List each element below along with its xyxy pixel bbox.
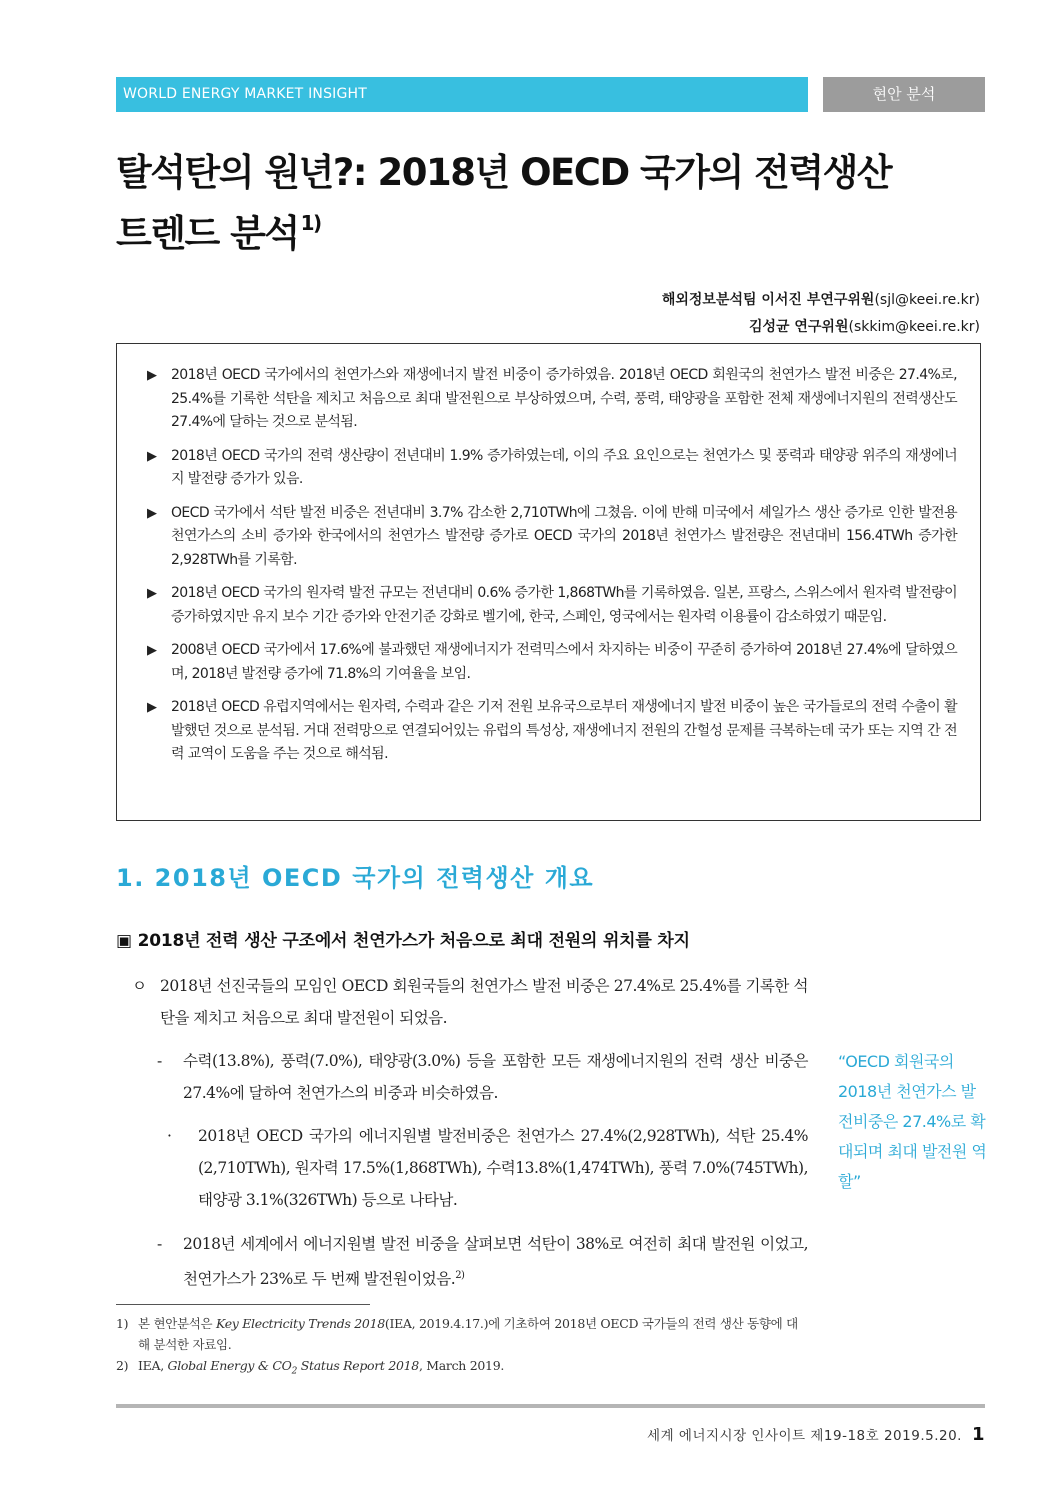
summary-item — [145, 582, 957, 629]
footnote-2-post: , March 2019. — [418, 1358, 505, 1373]
article-title — [116, 148, 996, 259]
header-banner: WORLD ENERGY MARKET INSIGHT — [116, 77, 808, 112]
title-footnote-ref[interactable]: 1) — [300, 211, 321, 235]
title-line-2-text: 트렌드 분석 — [116, 212, 299, 255]
summary-text: 2018년 OECD 국가의 전력 생산량이 전년대비 1.9% 증가하였는데, 이의 주요 요인으로는 천연가스 및 풍력과 태양광 위주의 재생에너지 발전량 증가가 있음. — [171, 447, 957, 487]
footnote-2-pre: IEA, — [138, 1358, 168, 1373]
footnote-divider — [116, 1304, 370, 1305]
summary-text: OECD 국가에서 석탄 발전 비중은 전년대비 3.7% 감소한 2,710TWh에 그쳤음. 이에 반해 미국에서 셰일가스 생산 증가로 인한 발전용 천연가스의 소비 증가와 한국에서의 천연가스 발전량 증가로 OECD 국가의 2018년 천연가스 발전량은 전년대비 156.4TWh 증가한 2,928TWh를 기록함. — [171, 504, 957, 568]
summary-item — [145, 639, 957, 686]
footer-text: 세계 에너지시장 인사이트 제19-18호 2019.5.20. — [647, 1428, 962, 1444]
footnotes — [116, 1313, 808, 1383]
summary-item — [145, 364, 957, 435]
triangle-bullet-icon: ▶ — [147, 448, 157, 464]
summary-item — [145, 502, 957, 573]
sub-heading-text: 2018년 전력 생산 구조에서 천연가스가 처음으로 최대 전원의 위치를 차지 — [137, 931, 690, 951]
circle-bullet-icon: ㅇ — [132, 977, 147, 995]
body-paragraph-2 — [157, 1045, 808, 1109]
square-bullet-icon: ▣ — [116, 931, 132, 951]
triangle-bullet-icon: ▶ — [147, 643, 157, 658]
title-line-1: 탈석탄의 원년?: 2018년 OECD 국가의 전력생산 — [116, 151, 892, 194]
body-paragraph-3 — [167, 1120, 808, 1216]
author-2 — [662, 314, 980, 341]
author-1 — [662, 287, 980, 314]
footnote-1-title: Key Electricity Trends 2018 — [216, 1316, 385, 1331]
body-paragraph-4-text: 2018년 세계에서 에너지원별 발전 비중을 살펴보면 석탄이 38%로 여전히 최대 발전원 이었고, 천연가스가 23%로 두 번째 발전원이었음. — [183, 1235, 808, 1288]
footnote-1-post: (IEA, 2019.4.17.)에 기초하여 2018년 OECD 국가들의 전력 생산 동향에 대해 분석한 자료임. — [138, 1316, 798, 1352]
triangle-bullet-icon: ▶ — [147, 586, 157, 601]
triangle-bullet-icon: ▶ — [147, 700, 157, 715]
summary-text: 2008년 OECD 국가에서 17.6%에 불과했던 재생에너지가 전력믹스에서 차지하는 비중이 꾸준히 증가하여 2018년 27.4%에 달하였으며, 2018년 발전량 증가에 71.8%의 기여율을 보임. — [171, 642, 957, 682]
author-2-email[interactable]: (skkim@keei.re.kr) — [848, 319, 980, 335]
author-1-email[interactable]: (sjl@keei.re.kr) — [874, 292, 980, 308]
footnote-2 — [116, 1355, 808, 1383]
body-paragraph-2-text: 수력(13.8%), 풍력(7.0%), 태양광(3.0%) 등을 포함한 모든 재생에너지원의 전력 생산 비중은 27.4%에 달하여 천연가스의 비중과 비슷하였음. — [183, 1052, 808, 1102]
section-heading: 1. 2018년 OECD 국가의 전력생산 개요 — [116, 864, 595, 892]
author-1-name: 해외정보분석팀 이서진 부연구위원 — [661, 292, 875, 308]
footnote-2-title — [167, 1358, 419, 1377]
dash-bullet-icon: - — [157, 1235, 162, 1253]
author-2-name: 김성균 연구위원 — [748, 319, 849, 335]
footnote-1-number: 1) — [116, 1316, 129, 1331]
body-paragraph-3-text: 2018년 OECD 국가의 에너지원별 발전비중은 천연가스 27.4%(2,928TWh), 석탄 25.4%(2,710TWh), 원자력 17.5%(1,868TWh), 수력13.8%(1,474TWh), 풍력 7.0%(745TWh), 태양광 3.1%(326TWh) 등으로 나타남. — [198, 1127, 808, 1209]
sub-heading — [116, 926, 690, 951]
summary-text: 2018년 OECD 국가에서의 천연가스와 재생에너지 발전 비중이 증가하였음. 2018년 OECD 회원국의 천연가스 발전 비중은 27.4%로, 25.4%를 기록한 석탄을 제치고 처음으로 최대 발전원으로 부상하였으며, 수력, 풍력, 태양광을 포함한 전체 재생에너지원의 전력생산도 27.4%에 달하는 것으로 분석됨. — [171, 367, 957, 430]
footer-rule — [116, 1404, 985, 1408]
footnote-1 — [116, 1313, 808, 1355]
body-paragraph-4 — [157, 1228, 808, 1295]
summary-item — [145, 445, 957, 492]
page-footer — [647, 1424, 985, 1445]
footnote-ref-2[interactable]: 2) — [455, 1270, 465, 1281]
summary-item — [145, 696, 957, 767]
footnote-2-title-b: Status Report 2018 — [297, 1358, 419, 1373]
dot-bullet-icon: · — [167, 1127, 172, 1145]
pull-quote: “OECD 회원국의 2018년 천연가스 발전비중은 27.4%로 확대되며 최대 발전원 역할” — [838, 1052, 987, 1191]
body-paragraph-1-text: 2018년 선진국들의 모임인 OECD 회원국들의 천연가스 발전 비중은 27.4%로 25.4%를 기록한 석탄을 제치고 처음으로 최대 발전원이 되었음. — [160, 977, 808, 1027]
page-number: 1 — [971, 1424, 985, 1445]
footnote-2-title-sub: 2 — [291, 1366, 298, 1377]
summary-text: 2018년 OECD 국가의 원자력 발전 규모는 전년대비 0.6% 증가한 1,868TWh를 기록하였음. 일본, 프랑스, 스위스에서 원자력 발전량이 증가하였지만 유지 보수 기간 증가와 안전기준 강화로 벨기에, 한국, 스페인, 영국에서는 원자력 이용률이 감소하였기 때문임. — [171, 585, 957, 625]
category-tag: 현안 분석 — [823, 77, 985, 112]
footnote-2-number: 2) — [116, 1358, 129, 1373]
summary-text: 2018년 OECD 유럽지역에서는 원자력, 수력과 같은 기저 전원 보유국으로부터 재생에너지 발전 비중이 높은 국가들로의 전력 수출이 활발했던 것으로 분석됨. 거대 전력망으로 연결되어있는 유럽의 특성상, 재생에너지 전원의 간헐성 문제를 극복하는데 국가 또는 지역 간 전력 교역이 도움을 주는 것으로 해석됨. — [171, 699, 957, 762]
body-paragraph-1 — [132, 970, 808, 1034]
authors — [662, 287, 980, 341]
summary-box — [116, 343, 981, 821]
triangle-bullet-icon: ▶ — [147, 505, 157, 521]
dash-bullet-icon: - — [157, 1052, 162, 1070]
title-line-2 — [116, 198, 996, 259]
triangle-bullet-icon: ▶ — [147, 368, 157, 383]
summary-list — [145, 364, 957, 777]
footnote-1-pre: 본 현안분석은 — [138, 1316, 216, 1331]
footnote-2-title-a: Global Energy & CO — [167, 1358, 292, 1373]
